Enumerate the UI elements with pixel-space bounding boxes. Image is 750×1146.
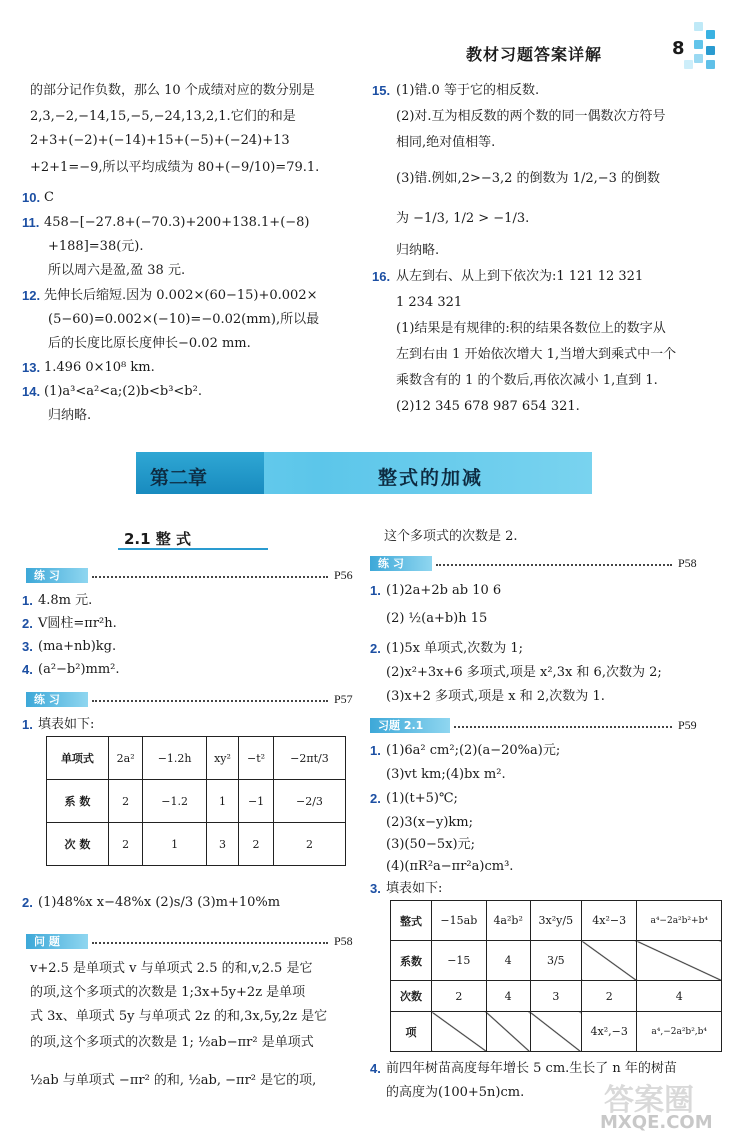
item-number: 13. bbox=[22, 360, 41, 375]
table-cell: 4 bbox=[486, 981, 530, 1012]
text-line: 1.496 0×10⁸ km. bbox=[44, 360, 155, 375]
text-line: (3)vt km;(4)bx m². bbox=[386, 767, 506, 782]
table-cell: 整式 bbox=[391, 901, 432, 941]
item-number: 1. bbox=[370, 743, 381, 758]
text-line: v+2.5 是单项式 v 与单项式 2.5 的和,v,2.5 是它 bbox=[30, 961, 313, 976]
item-number: 3. bbox=[22, 639, 33, 654]
item-number: 11. bbox=[22, 215, 40, 230]
table-cell: −t² bbox=[239, 737, 274, 780]
monomial-table bbox=[46, 736, 346, 866]
text-line: 先伸长后缩短.因为 0.002×(60−15)+0.002× bbox=[44, 288, 318, 303]
table-row bbox=[391, 901, 722, 941]
table-cell: 系 数 bbox=[47, 780, 109, 823]
text-line: (ma+nb)kg. bbox=[38, 639, 117, 654]
text-line: (1)结果是有规律的:积的结果各数位上的数字从 bbox=[396, 321, 666, 336]
page-ref: P58 bbox=[334, 934, 353, 948]
table-cell: 4 bbox=[486, 941, 530, 981]
table-cell: −2πt/3 bbox=[273, 737, 345, 780]
dotted-leader bbox=[92, 576, 328, 578]
chapter-title: 整式的加减 bbox=[378, 467, 484, 489]
text-line: (1)(t+5)℃; bbox=[386, 791, 458, 806]
table-cell: 3/5 bbox=[530, 941, 581, 981]
table-cell: 2 bbox=[108, 823, 143, 866]
table-cell: −2/3 bbox=[273, 780, 345, 823]
table-row bbox=[391, 1012, 722, 1052]
table-row bbox=[47, 823, 346, 866]
item-number: 2. bbox=[22, 616, 33, 631]
text-line: 的部分记作负数，那么 10 个成绩对应的数分别是 bbox=[30, 83, 315, 98]
item-number: 2. bbox=[22, 895, 33, 910]
table-cell: 4x²,−3 bbox=[582, 1012, 637, 1052]
text-line: (1)a³<a²<a;(2)b<b³<b². bbox=[44, 384, 202, 399]
table-cell: −1.2 bbox=[143, 780, 206, 823]
section-underline bbox=[118, 548, 268, 550]
polynomial-table bbox=[390, 900, 722, 1052]
table-cell: 3 bbox=[206, 823, 238, 866]
table-cell: 系数 bbox=[391, 941, 432, 981]
item-number: 1. bbox=[22, 593, 33, 608]
text-line: (3)(50−5x)元; bbox=[386, 837, 475, 852]
text-line: 的项,这个多项式的次数是 1; ½ab−πr² 是单项式 bbox=[30, 1035, 314, 1050]
text-line: 填表如下: bbox=[386, 881, 443, 896]
table-cell: 次数 bbox=[391, 981, 432, 1012]
text-line: (1)6a² cm²;(2)(a−20%a)元; bbox=[386, 743, 561, 758]
item-number: 4. bbox=[370, 1061, 381, 1076]
text-line: 乘数含有的 1 的个数后,再依次减小 1,直到 1. bbox=[396, 373, 658, 388]
table-cell: 2 bbox=[273, 823, 345, 866]
page-ref: P57 bbox=[334, 692, 353, 706]
table-row bbox=[391, 981, 722, 1012]
table-cell bbox=[432, 1012, 487, 1052]
table-cell: 2 bbox=[108, 780, 143, 823]
text-line: 2+3+(−2)+(−14)+15+(−5)+(−24)+13 bbox=[30, 133, 290, 148]
watermark-url: MXQE.COM bbox=[600, 1112, 713, 1133]
page-number: 8 bbox=[672, 38, 685, 59]
header-title: 教材习题答案详解 bbox=[466, 45, 603, 64]
table-cell: 2 bbox=[582, 981, 637, 1012]
table-cell bbox=[582, 941, 637, 981]
table-cell: xy² bbox=[206, 737, 238, 780]
item-number: 2. bbox=[370, 641, 381, 656]
text-line: 1 234 321 bbox=[396, 295, 463, 310]
table-cell: −15 bbox=[432, 941, 487, 981]
text-line: ½ab 与单项式 −πr² 的和, ½ab, −πr² 是它的项, bbox=[30, 1073, 317, 1088]
page-ref: P58 bbox=[678, 556, 697, 570]
table-cell: 2 bbox=[432, 981, 487, 1012]
text-line: (2)3(x−y)km; bbox=[386, 815, 473, 830]
table-cell: 4a²b² bbox=[486, 901, 530, 941]
text-line: 归纳略. bbox=[396, 243, 440, 258]
tag-lianxi: 练 习 bbox=[26, 568, 88, 583]
text-line: 所以周六是盈,盈 38 元. bbox=[48, 263, 186, 278]
tag-xiti: 习题 2.1 bbox=[370, 718, 450, 733]
text-line: (3)x+2 多项式,项是 x 和 2,次数为 1. bbox=[386, 689, 605, 704]
tag-lianxi: 练 习 bbox=[370, 556, 432, 571]
dotted-leader bbox=[92, 942, 328, 944]
table-cell: 1 bbox=[143, 823, 206, 866]
table-cell bbox=[530, 1012, 581, 1052]
dotted-leader bbox=[454, 726, 672, 728]
text-line: 左到右由 1 开始依次增大 1,当增大到乘式中一个 bbox=[396, 347, 677, 362]
table-cell: a⁴,−2a²b²,b⁴ bbox=[637, 1012, 722, 1052]
item-number: 2. bbox=[370, 791, 381, 806]
table-cell: 次 数 bbox=[47, 823, 109, 866]
watermark-logo: 答案圈 bbox=[604, 1083, 694, 1118]
text-line: 前四年树苗高度每年增长 5 cm.生长了 n 年的树苗 bbox=[386, 1061, 677, 1076]
text-line: 归纳略. bbox=[48, 408, 92, 423]
item-number: 1. bbox=[370, 583, 381, 598]
text-line: 填表如下: bbox=[38, 717, 95, 732]
text-line: 458−[−27.8+(−70.3)+200+138.1+(−8) bbox=[44, 215, 310, 230]
text-line: 2,3,−2,−14,15,−5,−24,13,2,1.它们的和是 bbox=[30, 109, 296, 124]
table-cell: 2a² bbox=[108, 737, 143, 780]
text-line: 相同,绝对值相等. bbox=[396, 135, 496, 150]
table-cell: a⁴−2a²b²+b⁴ bbox=[637, 901, 722, 941]
text-line: (1)5x 单项式,次数为 1; bbox=[386, 641, 524, 656]
section-title: 2.1 整 式 bbox=[124, 530, 192, 548]
table-row bbox=[47, 780, 346, 823]
table-cell: 2 bbox=[239, 823, 274, 866]
table-cell: 1 bbox=[206, 780, 238, 823]
table-cell: 4x²−3 bbox=[582, 901, 637, 941]
table-cell: 4 bbox=[637, 981, 722, 1012]
tag-lianxi: 练 习 bbox=[26, 692, 88, 707]
text-line: (1)2a+2b ab 10 6 bbox=[386, 583, 502, 598]
text-line: 从左到右、从上到下依次为:1 121 12 321 bbox=[396, 269, 644, 284]
text-line: V圆柱=πr²h. bbox=[38, 616, 117, 631]
text-line: 后的长度比原长度伸长−0.02 mm. bbox=[48, 336, 251, 351]
item-number: 12. bbox=[22, 288, 41, 303]
text-line: 4.8m 元. bbox=[38, 593, 93, 608]
item-number: 15. bbox=[372, 83, 391, 98]
table-cell bbox=[486, 1012, 530, 1052]
text-line: (4)(πR²a−πr²a)cm³. bbox=[386, 859, 514, 874]
text-line: (1)错.0 等于它的相反数. bbox=[396, 83, 540, 98]
text-line: (2) ½(a+b)h 15 bbox=[386, 611, 488, 626]
table-row bbox=[47, 737, 346, 780]
text-line: 的高度为(100+5n)cm. bbox=[386, 1085, 525, 1100]
text-line: +188]=38(元). bbox=[48, 239, 144, 254]
text-line: (2)12 345 678 987 654 321. bbox=[396, 399, 580, 414]
item-number: 3. bbox=[370, 881, 381, 896]
text-line: C bbox=[44, 190, 54, 205]
table-cell: 3x²y/5 bbox=[530, 901, 581, 941]
table-cell: −15ab bbox=[432, 901, 487, 941]
table-cell: 项 bbox=[391, 1012, 432, 1052]
text-line: 的项,这个多项式的次数是 1;3x+5y+2z 是单项 bbox=[30, 985, 306, 1000]
text-line: 为 −1/3, 1/2 > −1/3. bbox=[396, 211, 530, 226]
text-line: 这个多项式的次数是 2. bbox=[384, 529, 518, 544]
chapter-number: 第二章 bbox=[150, 467, 208, 489]
text-line: (5−60)=0.002×(−10)=−0.02(mm),所以最 bbox=[48, 312, 320, 327]
page-ref: P56 bbox=[334, 568, 353, 582]
dotted-leader bbox=[436, 564, 672, 566]
item-number: 16. bbox=[372, 269, 391, 284]
page-ref: P59 bbox=[678, 718, 697, 732]
table-cell bbox=[637, 941, 722, 981]
table-cell: 3 bbox=[530, 981, 581, 1012]
text-line: (2)x²+3x+6 多项式,项是 x²,3x 和 6,次数为 2; bbox=[386, 665, 662, 680]
text-line: (2)对.互为相反数的两个数的同一偶数次方符号 bbox=[396, 109, 666, 124]
text-line: (a²−b²)mm². bbox=[38, 662, 120, 677]
item-number: 10. bbox=[22, 190, 41, 205]
dotted-leader bbox=[92, 700, 328, 702]
item-number: 14. bbox=[22, 384, 41, 399]
table-cell: 单项式 bbox=[47, 737, 109, 780]
text-line: +2+1=−9,所以平均成绩为 80+(−9/10)=79.1. bbox=[30, 160, 320, 175]
table-cell: −1.2h bbox=[143, 737, 206, 780]
text-line: (3)错.例如,2>−3,2 的倒数为 1/2,−3 的倒数 bbox=[396, 171, 661, 186]
item-number: 4. bbox=[22, 662, 33, 677]
item-number: 1. bbox=[22, 717, 33, 732]
table-cell: −1 bbox=[239, 780, 274, 823]
text-line: 式 3x、单项式 5y 与单项式 2z 的和,3x,5y,2z 是它 bbox=[30, 1009, 328, 1024]
tag-wenti: 问 题 bbox=[26, 934, 88, 949]
text-line: (1)48%x x−48%x (2)s/3 (3)m+10%m bbox=[38, 895, 281, 910]
table-row bbox=[391, 941, 722, 981]
